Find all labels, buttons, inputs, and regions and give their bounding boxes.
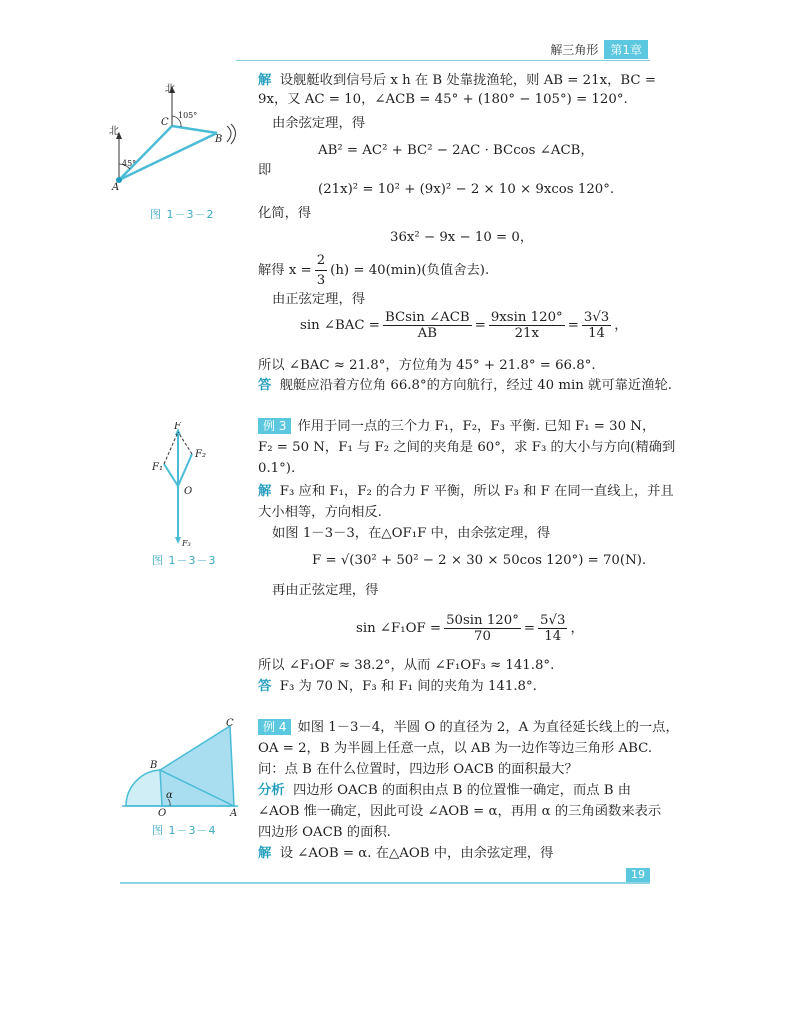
ex3-eq2-den-2: 14 (544, 629, 562, 644)
eq4-num-1: BCsin ∠ACB (384, 310, 470, 325)
label-a4: A (230, 808, 238, 818)
figure-caption-1-3-4: 图 1－3－4 (152, 824, 217, 837)
sol1-equation-2: (21x)² = 10² + (9x)² − 2 × 10 × 9xcos 120°. (318, 182, 615, 197)
figure-1-3-3 (140, 422, 230, 552)
figure-caption-1-3-2: 图 1－3－2 (150, 208, 215, 221)
solution-keyword-ex4: 解 (258, 846, 272, 861)
ex4-line-7 (258, 844, 553, 863)
sol1-equation-1: AB² = AC² + BC² − 2AC · BCcos ∠ACB， (318, 143, 594, 158)
north-label-c: 北 (165, 84, 175, 95)
eq4-frac-3 (582, 310, 611, 341)
ex4-text-7: 设 ∠AOB = α. 在△AOB 中，由余弦定理，得 (279, 846, 554, 861)
dashed-f2-f (178, 432, 192, 454)
dashed-f1-f (164, 432, 178, 464)
ex3-eq2-den-1: 70 (474, 629, 491, 644)
eq4-den-1: AB (417, 326, 437, 341)
fishing-boat-icon (227, 124, 236, 144)
ex3-answer-text: F₃ 为 70 N，F₃ 和 F₁ 间的夹角为 141.8°. (279, 679, 537, 694)
ex3-equation-1: F = √(30² + 50² − 2 × 30 × 50cos 120°) = 70(N). (312, 553, 647, 568)
label-a: A (112, 182, 120, 193)
label-f: F (174, 422, 181, 432)
sol1-text-6a: 解得 x = (258, 263, 312, 278)
ex4-line-4 (258, 781, 631, 800)
chapter-badge: 第1章 (604, 40, 648, 59)
ex3-line-6: 如图 1－3－3，在△OF₁F 中，由余弦定理，得 (272, 526, 551, 541)
eq4-frac-2 (489, 310, 565, 341)
page-number: 19 (626, 868, 650, 882)
ex3-equation-2 (356, 613, 584, 644)
ex3-line-8: 所以 ∠F₁OF ≈ 38.2°，从而 ∠F₁OF₃ ≈ 141.8°. (258, 658, 555, 673)
vector-f2 (178, 454, 192, 486)
sol1-line-2: 9x，又 AC = 10，∠ACB = 45° + (180° − 105°) = 120°. (258, 92, 628, 107)
sol1-equation-3: 36x² − 9x − 10 = 0， (390, 230, 534, 245)
ex3-line-7: 再由正弦定理，得 (272, 583, 379, 598)
eq4-num-2: 9xsin 120° (490, 310, 563, 325)
ex3-line-1 (258, 417, 655, 436)
ex4-text-4: 四边形 OACB 的面积由点 B 的位置惟一确定，而点 B 由 (293, 783, 632, 798)
ex4-line-3: 问：点 B 在什么位置时，四边形 OACB 的面积最大？ (258, 762, 578, 777)
fraction-two-thirds (315, 251, 327, 290)
eq4-end: ， (614, 318, 628, 333)
eq4-equals-2: = (567, 318, 579, 333)
angle-45-label: 45° (122, 159, 137, 168)
ex4-line-2: OA = 2，B 为半圆上任意一点，以 AB 为一边作等边三角形 ABC. (258, 741, 653, 756)
sol1-answer-text: 舰艇应沿着方位角 66.8°的方向航行，经过 40 min 就可靠近渔轮. (279, 378, 673, 393)
figure-1-3-4 (122, 718, 250, 818)
example-4-badge: 例 4 (258, 719, 291, 735)
ex3-eq2-frac-1 (444, 613, 521, 644)
ex3-eq2-equals: = (523, 621, 536, 636)
ex3-eq2-num-1: 50sin 120° (446, 613, 519, 628)
solution-keyword-ex3: 解 (258, 484, 272, 499)
eq4-frac-1 (383, 310, 472, 341)
ex3-text-1: 作用于同一点的三个力 F₁，F₂，F₃ 平衡. 已知 F₁ = 30 N， (297, 419, 656, 434)
ex4-line-6: 四边形 OACB 的面积. (258, 825, 391, 840)
eq4-lhs: sin ∠BAC = (300, 318, 380, 333)
segment-ac (119, 126, 172, 180)
footer-rule (120, 882, 650, 884)
figure-caption-1-3-3: 图 1－3－3 (152, 554, 217, 567)
label-alpha: α (166, 790, 173, 801)
answer-keyword: 答 (258, 378, 272, 393)
ex3-line-5: 大小相等，方向相反. (258, 505, 382, 520)
label-f1: F₁ (152, 462, 163, 473)
ex3-eq2-frac-2 (538, 613, 567, 644)
vector-f1 (164, 464, 178, 486)
ex3-line-3: 0.1°). (258, 461, 296, 476)
label-b4: B (150, 760, 158, 771)
example-3-badge: 例 3 (258, 418, 291, 434)
sol1-line-7: 由正弦定理，得 (272, 292, 366, 307)
sol1-line-8: 所以 ∠BAC ≈ 21.8°，方位角为 45° + 21.8° = 66.8°. (258, 358, 596, 373)
eq4-equals-1: = (474, 318, 486, 333)
ex3-answer (258, 677, 537, 696)
label-f2: F₂ (195, 449, 206, 460)
arrow-f3 (175, 537, 181, 544)
label-c4: C (226, 718, 234, 729)
sol1-equation-4 (300, 310, 628, 341)
angle-105-label: 105° (178, 111, 198, 120)
sol1-line-5: 化简，得 (258, 206, 312, 221)
ex4-line-1 (258, 718, 679, 737)
frac-den: 3 (316, 273, 326, 288)
segment-ab (119, 133, 217, 180)
page-header (550, 40, 648, 59)
eq4-den-3: 14 (588, 326, 606, 341)
eq4-num-3: 3√3 (583, 310, 610, 325)
sol1-text-6b: (h) = 40(min)(负值舍去). (330, 263, 490, 278)
ex3-text-4: F₃ 应和 F₁，F₂ 的合力 F 平衡，所以 F₃ 和 F 在同一直线上，并且 (279, 484, 674, 499)
label-b: B (215, 134, 223, 145)
ex4-text-1: 如图 1－3－4，半圆 O 的直径为 2，A 为直径延长线上的一点， (297, 720, 679, 735)
sol1-answer (258, 376, 672, 395)
answer-keyword-ex3: 答 (258, 679, 272, 694)
figure-1-3-2 (105, 78, 245, 193)
solution-keyword: 解 (258, 73, 272, 88)
sol1-line-1 (258, 71, 656, 90)
ex3-eq2-num-2: 5√3 (540, 613, 566, 628)
sol1-text-1: 设舰艇收到信号后 x h 在 B 处靠拢渔轮，则 AB = 21x，BC = (279, 73, 656, 88)
label-o: O (184, 486, 193, 497)
eq4-den-2: 21x (514, 326, 539, 341)
label-c: C (161, 117, 169, 128)
sol1-line-3: 由余弦定理，得 (272, 116, 366, 131)
ex3-eq2-lhs: sin ∠F₁OF = (356, 621, 442, 636)
analysis-keyword: 分析 (258, 783, 285, 798)
label-f3: F₃ (182, 539, 191, 548)
segment-cb (172, 126, 217, 133)
label-o4: O (158, 808, 167, 818)
ex3-eq2-end: ， (570, 621, 584, 636)
header-rule (236, 60, 650, 61)
sol1-line-4: 即 (258, 163, 272, 178)
sol1-line-6 (258, 251, 489, 290)
ex3-line-4 (258, 482, 674, 501)
chapter-title: 解三角形 (550, 43, 599, 57)
north-label-a: 北 (109, 126, 119, 137)
ex3-line-2: F₂ = 50 N，F₁ 与 F₂ 之间的夹角是 60°，求 F₃ 的大小与方向(精确到 (258, 440, 676, 455)
frac-num: 2 (315, 251, 327, 271)
ex4-line-5: ∠AOB 惟一确定，因此可设 ∠AOB = α，再用 α 的三角函数来表示 (258, 804, 662, 819)
